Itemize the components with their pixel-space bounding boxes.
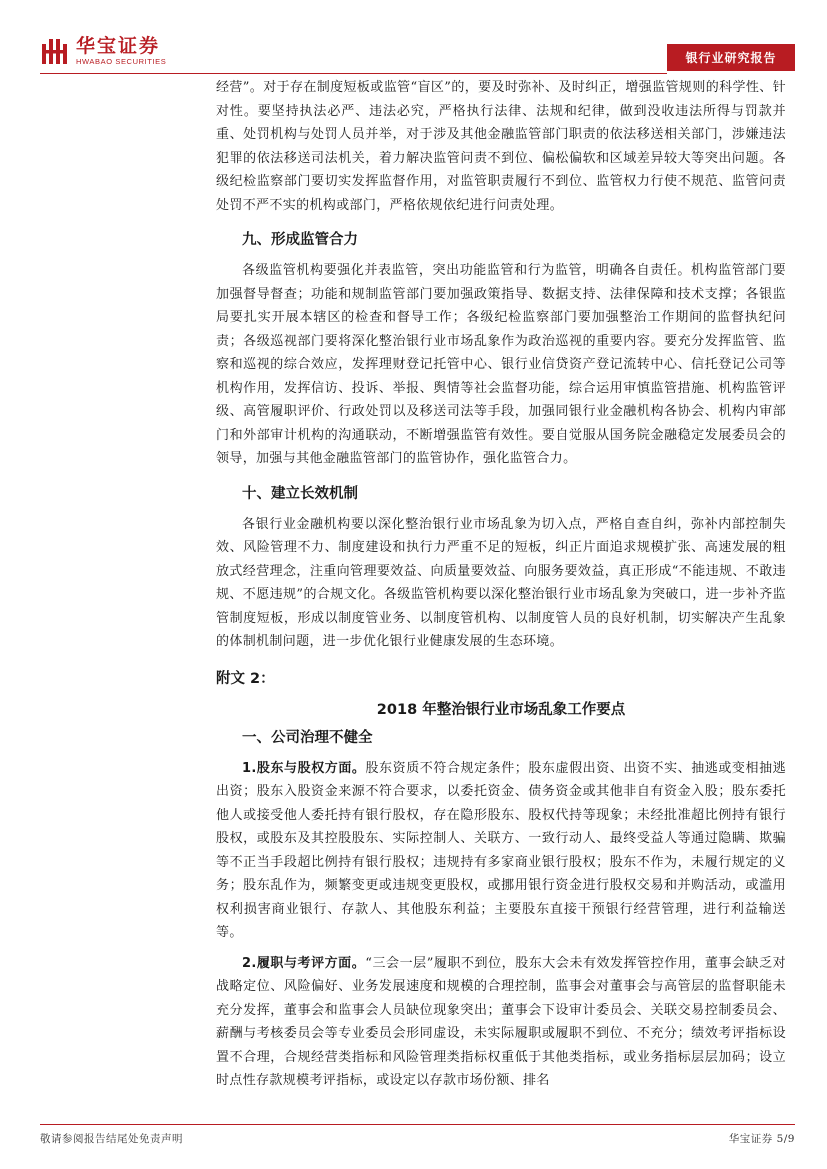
item-2-paragraph: [216, 952, 786, 1093]
report-type-badge: 银行业研究报告: [667, 44, 795, 71]
footer-disclaimer: 敬请参阅报告结尾处免责声明: [40, 1133, 183, 1145]
hwabao-logo-icon: [40, 36, 70, 66]
item-2-lead: 2.履职与考评方面。: [242, 955, 366, 971]
section-heading-9: 九、形成监管合力: [242, 232, 358, 248]
brand-logo: [40, 36, 166, 66]
brand-name-cn: 华宝证券: [76, 35, 161, 57]
item-1-lead: 1.股东与股权方面。: [242, 760, 366, 776]
brand-name-en: HWABAO SECURITIES: [76, 57, 167, 66]
continued-paragraph: 经营”。对于存在制度短板或监管“盲区”的，要及时弥补、及时纠正，增强监管规则的科学性、针对性。要坚持执法必严、违法必究，严格执行法律、法规和纪律，做到没收违法所得与罚款并重、处罚机构与处罚人员并举，对于涉及其他金融监管部门职责的依法移送相关部门，涉嫌违法犯罪的依法移送司法机关，着力解决监管问责不到位、偏松偏软和区域差异较大等突出问题。各级纪检监察部门要切实发挥监督作用，对监管职责履行不到位、监管权力行使不规范、监管问责处罚不严不实的机构或部门，严格依规依纪进行问责处理。: [216, 80, 786, 213]
footer-page-info: 华宝证券 5/9: [728, 1133, 795, 1145]
page-header: [0, 0, 827, 80]
section-10-paragraph: 各银行业金融机构要以深化整治银行业市场乱象为切入点，严格自查自纠，弥补内部控制失效、风险管理不力、制度建设和执行力严重不足的短板，纠正片面追求规模扩张、高速发展的粗放式经营理念，注重向管理要效益、向质量要效益、向服务要效益，真正形成“不能违规、不敢违规、不愿违规”的合规文化。各级监管机构要以深化整治银行业市场乱象为突破口，进一步补齐监管制度短板，形成以制度管业务、以制度管机构、以制度管人员的良好机制，切实解决产生乱象的体制机制问题，进一步优化银行业健康发展的生态环境。: [216, 516, 786, 649]
item-1-paragraph: [216, 757, 786, 945]
footer-divider: [40, 1124, 795, 1125]
section-9-paragraph: 各级监管机构要强化并表监管，突出功能监管和行为监管，明确各自责任。机构监管部门要加强督导督查；功能和规制监管部门要加强政策指导、数据支持、法律保障和技术支撑；各银监局要扎实开展本辖区的检查和督导工作；各级纪检监察部门要加强整治工作期间的监督执纪问责；各级巡视部门要将深化整治银行业市场乱象作为政治巡视的重要内容。要充分发挥监管、监察和巡视的综合效应，发挥理财登记托管中心、银行业信贷资产登记流转中心、信托登记公司等机构作用，发挥信访、投诉、举报、舆情等社会监督功能，综合运用审慎监管措施、机构监管评级、高管履职评价、行政处罚以及移送司法等手段，加强同银行业金融机构各协会、机构内审部门和外部审计机构的沟通联动，不断增强监管有效性。要自觉服从国务院金融稳定发展委员会的领导，加强与其他金融监管部门的监管协作，强化监管合力。: [216, 263, 786, 466]
part-1-heading: 一、公司治理不健全: [242, 729, 373, 746]
section-heading-10: 十、建立长效机制: [242, 485, 358, 502]
item-1-text: 股东资质不符合规定条件；股东虚假出资、出资不实、抽逃或变相抽逃出资；股东入股资金来源不符合要求，以委托资金、债务资金或其他非自有资金入股；股东委托他人或接受他人委托持有银行股权，存在隐形股东、股权代持等现象；未经批准超比例持有银行股权，或股东及其控股股东、实际控制人、关联方、一致行动人、最终受益人等通过隐瞒、欺骗等不正当手段超比例持有银行股权；违规持有多家商业银行股权；股东不作为，未履行规定的义务；股东乱作为，频繁变更或违规变更股权，或挪用银行资金进行股权交易和并购活动，或滥用权利损害商业银行、存款人、其他股东利益；主要股东直接干预银行经营管理，进行利益输送等。: [216, 760, 786, 940]
page-content: [216, 74, 786, 1093]
appendix-title: 2018 年整治银行业市场乱象工作要点: [376, 701, 626, 718]
item-2-text: “三会一层”履职不到位，股东大会未有效发挥管控作用，董事会缺乏对战略定位、风险偏好、业务发展速度和规模的合理控制，监事会对董事会与高管层的监督职能未充分发挥，董事会和监事会人员缺位现象突出；董事会下设审计委员会、关联交易控制委员会、薪酬与考核委员会等专业委员会形同虚设，未实际履职或履职不到位、不充分；绩效考评指标设置不合理，合规经营类指标和风险管理类指标权重低于其他类指标，或业务指标层层加码；设立时点性存款规模考评指标，或设定以存款市场份额、排名: [216, 955, 787, 1088]
appendix-label: 附文 2：: [216, 670, 275, 687]
